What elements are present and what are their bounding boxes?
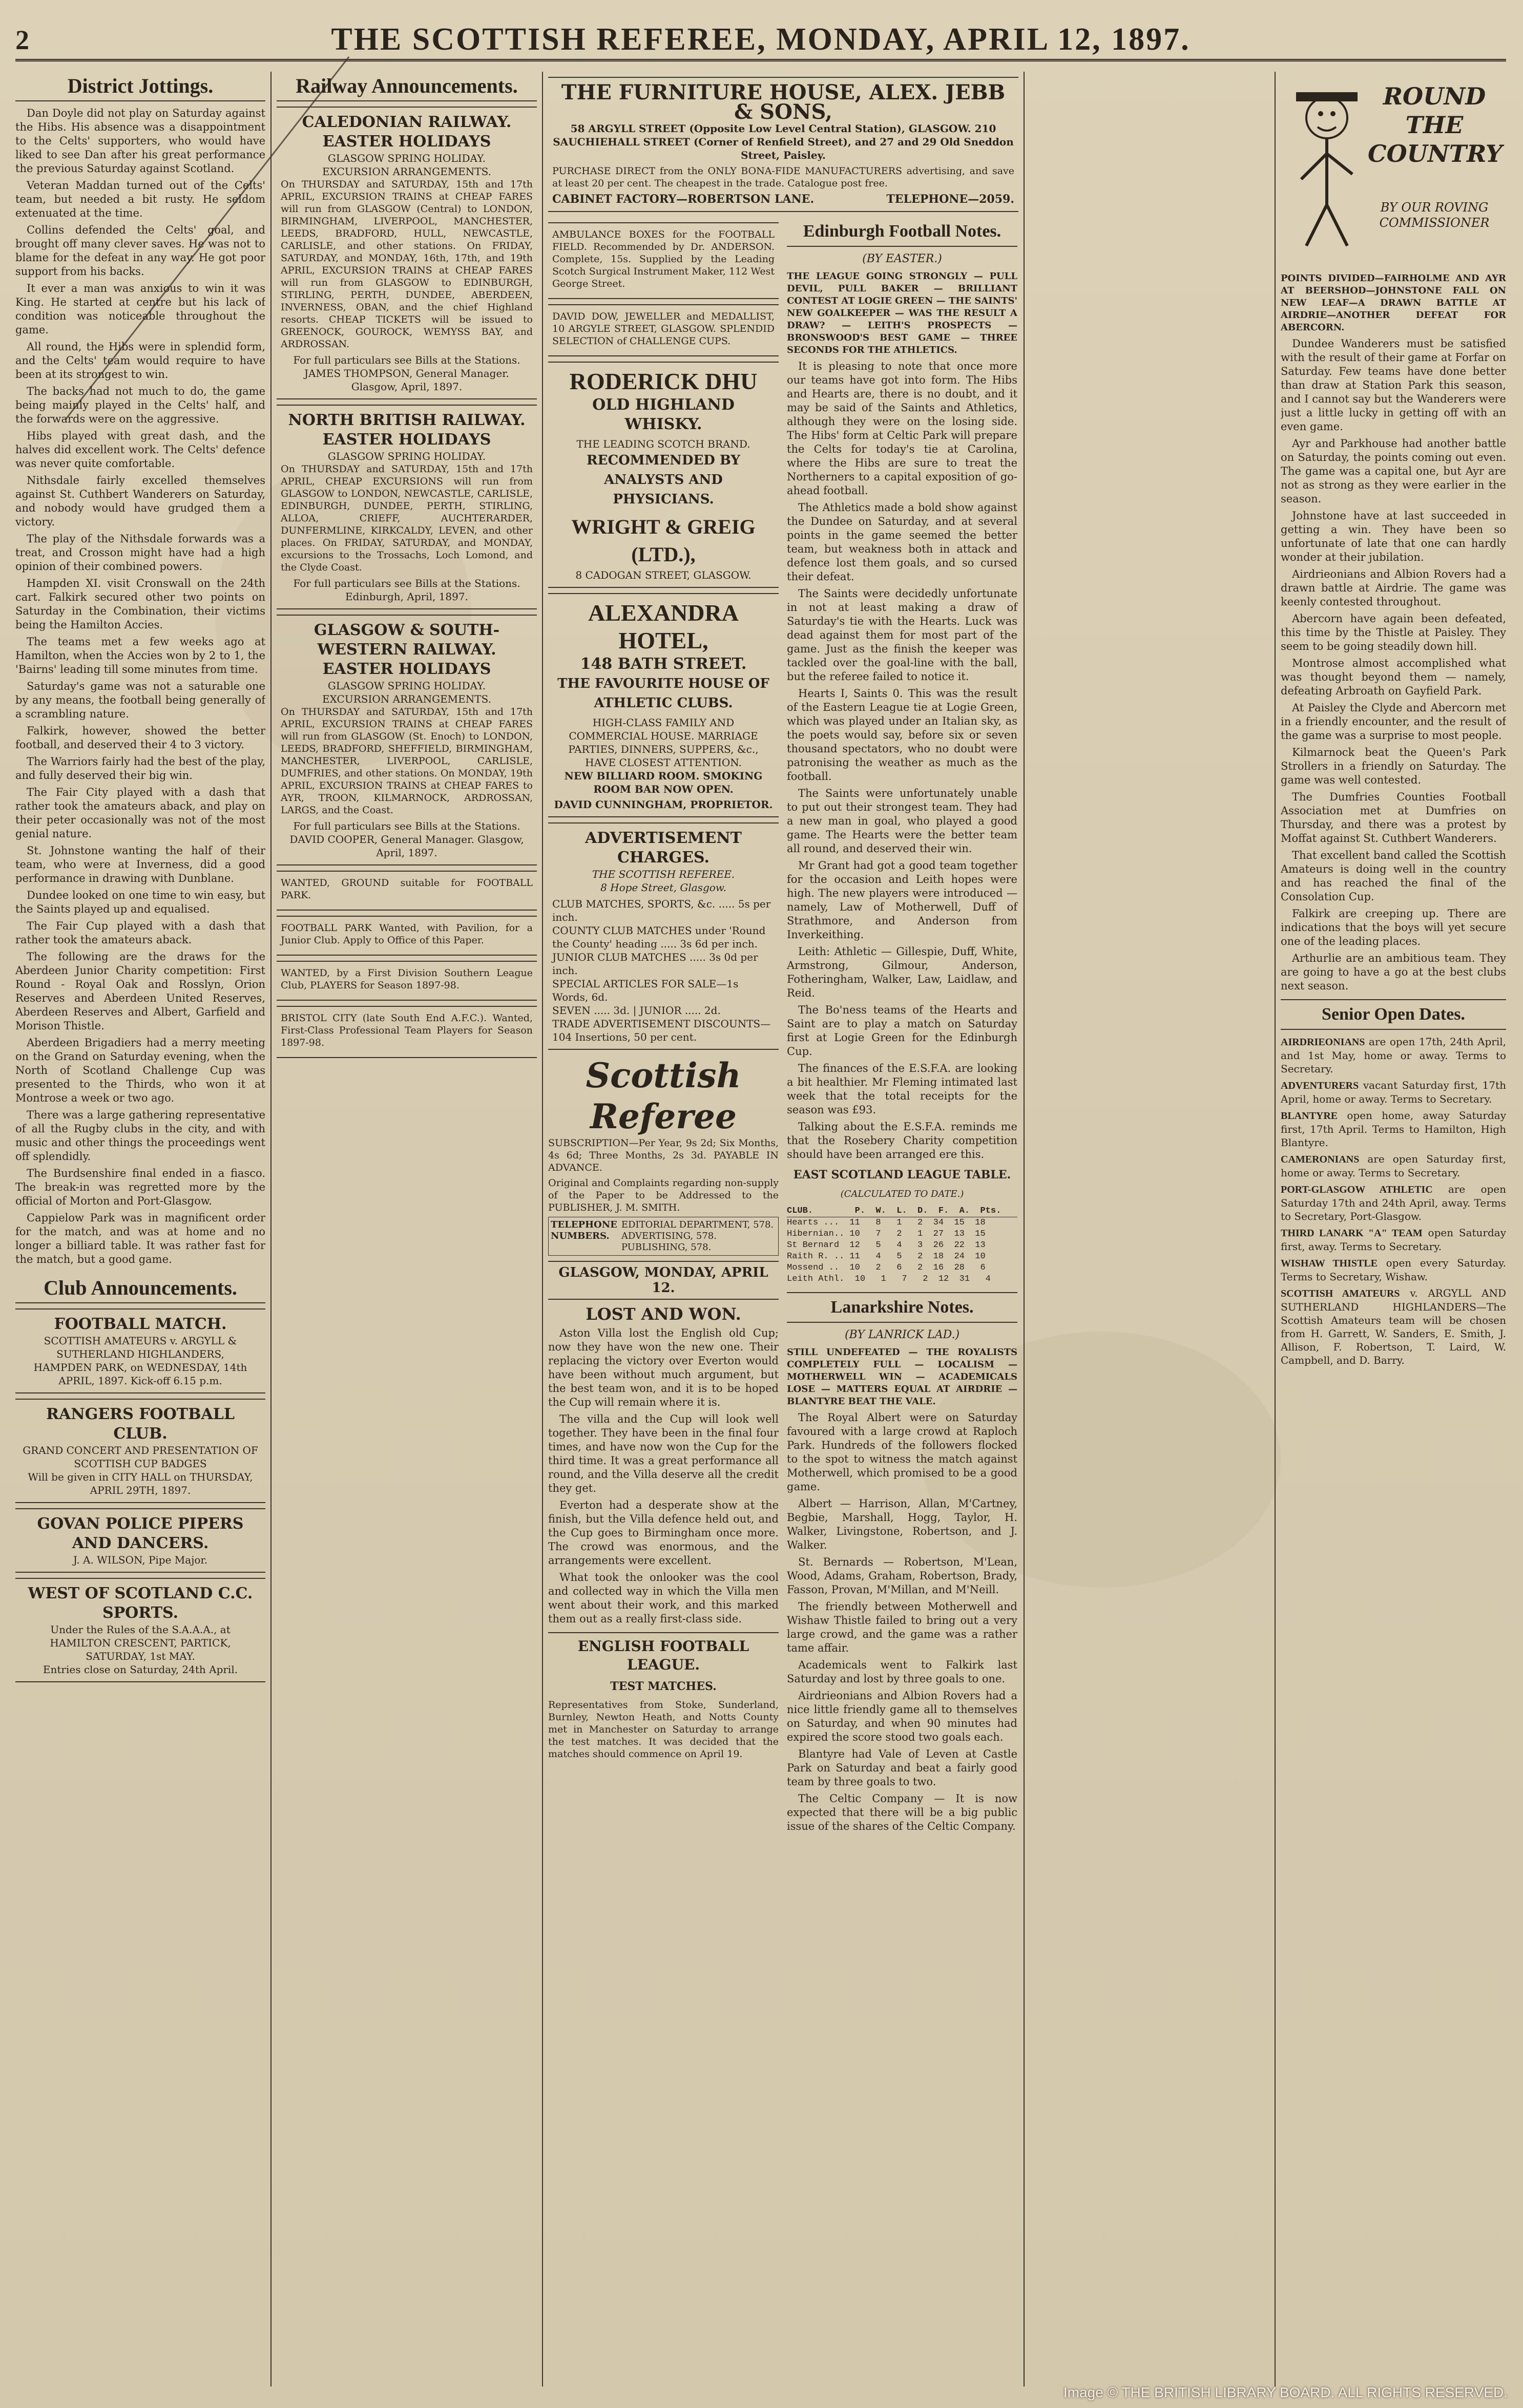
club-ad-subtitle: J. A. WILSON, Pipe Major.: [73, 1554, 208, 1566]
club-ad-detail: HAMPDEN PARK, on WEDNESDAY, 14th APRIL, 1897. Kick-off 6.15 p.m.: [33, 1361, 247, 1387]
section-heading: District Jottings.: [15, 72, 265, 101]
railway-kicker: EXCURSION ARRANGEMENTS.: [322, 693, 491, 705]
article-paragraph: The Bo'ness teams of the Hearts and Saint are to play a match on Saturday first at Logie Green for the Edinburgh Cup.: [787, 1004, 1017, 1058]
english-league-heading: ENGLISH FOOTBALL LEAGUE.: [548, 1632, 779, 1674]
article-paragraph: St. Bernards — Robertson, M'Lean, Wood, Adams, Graham, Robertson, Brady, Fasson, Provan, M'Millan, and M'Neill.: [787, 1556, 1017, 1596]
senior-club-text: are open 17th, 24th April, and 1st May, home or away. Terms to Secretary.: [1281, 1036, 1506, 1075]
charge-rate: TRADE ADVERTISEMENT DISCOUNTS—104 Insertions, 50 per cent.: [552, 1018, 771, 1043]
railway-subtitle: GLASGOW SPRING HOLIDAY.: [327, 152, 486, 164]
article-paragraph: All round, the Hibs were in splendid form, and the Celts' team would require to have been at its strongest to win.: [15, 341, 265, 381]
article-paragraph: Saturday's game was not a saturable one by any means, the football being generally of a scrambling nature.: [15, 680, 265, 720]
whisky-maker: WRIGHT & GREIG (LTD.),: [571, 515, 756, 566]
paper-title: THE SCOTTISH REFEREE, MONDAY, APRIL 12, 1897.: [331, 22, 1191, 57]
article-paragraph: The play of the Nithsdale forwards was a treat, and Crosson might have had a high opinion of their combined powers.: [15, 533, 265, 573]
column-rule: [1275, 72, 1276, 2386]
article-paragraph: Hibs played with great dash, and the halves did excellent work. The Celts' defence was never quite comfortable.: [15, 430, 265, 470]
article-paragraph: The Athletics made a bold show against the Dundee on Saturday, and at several points in the game seemed the better team, but weakness both in attack and defence lost them goals, and so cursed their defeat.: [787, 501, 1017, 583]
article-paragraph: The Dumfries Counties Football Association met at Dumfries on Thursday, and there was a protest by Moffat against St. Cuthbert Wanderers.: [1281, 791, 1506, 844]
club-ad-detail: Entries close on Saturday, 24th April.: [43, 1663, 238, 1676]
railway-subtitle: GLASGOW SPRING HOLIDAY.: [327, 680, 486, 692]
railway-company: NORTH BRITISH RAILWAY.: [288, 411, 526, 429]
article-paragraph: Hearts I, Saints 0. This was the result of the Eastern League tie at Logie Green, which was played under an Italian sky, as the poets would say, before six or seven thousand spectators, who no doubt were patronising the weather as much as the football.: [787, 687, 1017, 783]
furniture-title: THE FURNITURE HOUSE, ALEX. JEBB & SONS,: [561, 80, 1006, 124]
column-district-jottings: [15, 72, 265, 2386]
article-paragraph: That excellent band called the Scottish Amateurs is doing well in the country and has reached the final of the Consolation Cup.: [1281, 849, 1506, 903]
league-table-row: St Bernard 12 5 4 3 26 22 13: [787, 1240, 986, 1250]
hotel-tagline: THE FAVOURITE HOUSE OF ATHLETIC CLUBS.: [557, 676, 769, 711]
senior-open-date: [1281, 1109, 1506, 1149]
telephone-label: TELEPHONE NUMBERS.: [551, 1219, 617, 1241]
article-paragraph: Kilmarnock beat the Queen's Park Strollers in a friendly on Saturday. The game was well contested.: [1281, 746, 1506, 786]
railway-title: EASTER HOLIDAYS: [322, 133, 491, 151]
english-league-body: Representatives from Stoke, Sunderland, Burnley, Newton Heath, and Notts County met in Manchester on Saturday to arrange the test matches. It was decided that the matches should commence on April 19.: [548, 1699, 779, 1760]
summary: STILL UNDEFEATED — THE ROYALISTS COMPLETELY FULL — LOCALISM — MOTHERWELL WIN — ACADEMICALS LOSE — MATTERS EQUAL AT AIRDRIE — BLANTYRE BEAT THE VALE.: [787, 1347, 1017, 1407]
charge-rate: COUNTY CLUB MATCHES under 'Round the County' heading ..... 3s 6d per inch.: [552, 924, 766, 950]
article-paragraph: The backs had not much to do, the game being mainly played in the Celts' half, and the forwards were on the aggressive.: [15, 385, 265, 425]
article-paragraph: Hampden XI. visit Cronswall on the 24th cart. Falkirk secured other two points on Saturday in the Combination, their victims being the Hamilton Accies.: [15, 577, 265, 631]
charges-subtitle: THE SCOTTISH REFEREE.: [592, 868, 735, 880]
byline: (BY EASTER.): [862, 252, 942, 265]
column-rule: [270, 72, 272, 2386]
column-round-the-country: [1281, 72, 1506, 2386]
small-ad-text: WANTED, GROUND suitable for FOOTBALL PARK.: [281, 877, 533, 901]
league-table-sub: (CALCULATED TO DATE.): [840, 1189, 964, 1199]
ambulance-ad: [548, 222, 779, 299]
charge-rate: SEVEN ..... 3d. | JUNIOR ..... 2d.: [552, 1004, 721, 1017]
furniture-ad: [548, 77, 1018, 212]
article-body: [15, 107, 265, 1266]
article-paragraph: Blantyre had Vale of Leven at Castle Park on Saturday and beat a fairly good team by three goals to two.: [787, 1748, 1017, 1788]
small-ad-text: WANTED, by a First Division Southern League Club, PLAYERS for Season 1897-98.: [281, 967, 533, 991]
summary: THE LEAGUE GOING STRONGLY — PULL DEVIL, PULL BAKER — BRILLIANT CONTEST AT LOGIE GREEN — THE SAINTS' NEW GOALKEEPER — WAS THE RESULT A DRAW? — LEITH'S PROSPECTS — BRONSWOOD'S BEST GAME — THREE SECONDS FOR THE ATHLETICS.: [787, 271, 1017, 355]
club-ad-title: WEST OF SCOTLAND C.C. SPORTS.: [28, 1585, 253, 1622]
railway-subtitle: GLASGOW SPRING HOLIDAY.: [327, 450, 486, 462]
senior-club-name: CAMERONIANS: [1281, 1154, 1360, 1165]
article-paragraph: Airdrieonians and Albion Rovers had a nice little friendly game all to themselves on Saturday, and when 90 minutes had expired the score stood two goals each.: [787, 1689, 1017, 1743]
senior-club-name: PORT-GLASGOW ATHLETIC: [1281, 1184, 1433, 1195]
whisky-line1: RODERICK DHU: [569, 368, 758, 394]
senior-club-name: SCOTTISH AMATEURS: [1281, 1288, 1400, 1299]
senior-club-text: are open Saturday 17th and 24th April, away. Terms to Secretary, Port-Glasgow.: [1281, 1183, 1506, 1222]
article-paragraph: The Saints were decidedly unfortunate in not at least making a draw of Saturday's tie with the Hearts. Luck was dead against them for most part of the game. Just as the finish the keeper was tackled over the goal-line with the ball, but the referee failed to notice it.: [787, 587, 1017, 683]
hotel-address: 148 BATH STREET.: [580, 655, 747, 673]
article-paragraph: Falkirk are creeping up. There are indications that the boys will yet secure one of the leading places.: [1281, 907, 1506, 947]
small-ad-text: BRISTOL CITY (late South End A.F.C.). Wanted, First-Class Professional Team Players for Season 1897-98.: [281, 1012, 533, 1048]
article-paragraph: The Celtic Company — It is now expected that there will be a big public issue of the shares of the Celtic Company.: [787, 1792, 1017, 1832]
railway-signature: JAMES THOMPSON, General Manager. Glasgow, April, 1897.: [304, 367, 510, 393]
column-railway: [277, 72, 537, 2386]
article-paragraph: Aberdeen Brigadiers had a merry meeting on the Grand on Saturday evening, when the North of Scotland Challenge Cup was presented to the Thirds, who won it at Montrose a week or two ago.: [15, 1037, 265, 1104]
article-paragraph: The teams met a few weeks ago at Hamilton, when the Accies won by 2 to 1, the 'Bairns' leading till some minutes from time.: [15, 636, 265, 675]
railway-company: GLASGOW & SOUTH-WESTERN RAILWAY.: [314, 621, 500, 659]
club-ad-subtitle: Under the Rules of the S.A.A.A., at HAMILTON CRESCENT, PARTICK, SATURDAY, 1st MAY.: [50, 1623, 231, 1662]
charge-rate: CLUB MATCHES, SPORTS, &c. ..... 5s per inch.: [552, 898, 771, 923]
article-paragraph: Talking about the E.S.F.A. reminds me that the Rosebery Charity competition should have been arranged ere this.: [787, 1121, 1017, 1160]
article-paragraph: The Fair Cup played with a dash that rather took the amateurs aback.: [15, 920, 265, 946]
railway-company: CALEDONIAN RAILWAY.: [302, 113, 512, 131]
senior-club-name: AIRDRIEONIANS: [1281, 1037, 1365, 1048]
senior-club-text: are open Saturday first, home or away. Terms to Secretary.: [1281, 1153, 1506, 1179]
article-paragraph: What took the onlooker was the cool and collected way in which the Villa men went about their work, and this marked them out as a really first-class side.: [548, 1571, 779, 1625]
column-rule: [542, 72, 543, 2386]
furniture-footer: CABINET FACTORY—ROBERTSON LANE.: [552, 193, 815, 206]
article-paragraph: St. Johnstone wanting the half of their team, who were at Inverness, did a good performance in drawing with Dunblane.: [15, 844, 265, 884]
league-table-row: Hearts ... 11 8 1 2 34 15 18: [787, 1218, 986, 1228]
railway-body: On THURSDAY and SATURDAY, 15th and 17th APRIL, EXCURSION TRAINS at CHEAP FARES will run from GLASGOW (St. Enoch) to LONDON, LEEDS, BRADFORD, SHEFFIELD, BIRMINGHAM, MANCHESTER, LIVERPOOL, CARLISLE, DUMFRIES, and other stations. On MONDAY, 19th APRIL, EXCURSION TRAINS at CHEAP FARES to AYR, TROON, KILMARNOCK, ARDROSSAN, LARGS, and the Coast.: [281, 706, 533, 816]
small-ad: [277, 1006, 537, 1058]
senior-club-text: vacant Saturday first, 17th April, home or away. Terms to Secretary.: [1281, 1079, 1506, 1105]
senior-open-date: [1281, 1226, 1506, 1253]
article-paragraph: Leith: Athletic — Gillespie, Duff, White, Armstrong, Gilmour, Anderson, Fotheringham, Walker, Law, Laidlaw, and Reid.: [787, 945, 1017, 999]
club-ads: [15, 1308, 265, 1682]
referee-nameplate: Scottish Referee: [586, 1055, 741, 1136]
league-table-row: Raith R. .. 11 4 5 2 18 24 10: [787, 1252, 986, 1261]
small-ad: [277, 916, 537, 956]
railway-signature: DAVID COOPER, General Manager. Glasgow, April, 1897.: [289, 833, 524, 859]
article-paragraph: It is pleasing to note that once more our teams have got into form. The Hibs and Hearts are, there is no doubt, and it may be said of the Saints and Athletics, although they were on the losing side. The Hibs' form at Celtic Park will prepare the Celts for today's tie at Carolina, where the Hibs are sure to treat the Northerners to a capital exposition of go-ahead football.: [787, 360, 1017, 497]
small-ad-text: FOOTBALL PARK Wanted, with Pavilion, for a Junior Club. Apply to Office of this Paper.: [281, 922, 533, 946]
medallist-ad: [548, 304, 779, 356]
dateline: GLASGOW, MONDAY, APRIL 12.: [548, 1261, 779, 1300]
section-heading: Edinburgh Football Notes.: [787, 217, 1017, 247]
round-the-country-cartoon: [1281, 72, 1506, 266]
article-paragraph: Veteran Maddan turned out of the Celts' team, but needed a bit rusty. He seldom extenuated at the time.: [15, 179, 265, 219]
whisky-line2: OLD HIGHLAND WHISKY.: [592, 396, 735, 433]
column-adverts-editorial: [548, 72, 1018, 2386]
senior-club-text: open home, away Saturday first, 17th April. Terms to Hamilton, High Blantyre.: [1281, 1109, 1506, 1149]
club-ad-title: FOOTBALL MATCH.: [54, 1315, 227, 1333]
charge-rate: JUNIOR CLUB MATCHES ..... 3s 0d per inch.: [552, 951, 758, 977]
communications-text: Original and Complaints regarding non-supply of the Paper to be Addressed to the PUBLISHER, J. M. SMITH.: [548, 1177, 779, 1213]
charges-address: 8 Hope Street, Glasgow.: [600, 881, 726, 894]
railway-sections: [277, 107, 537, 865]
article-paragraph: Everton had a desperate show at the finish, but the Villa defence held out, and the Cup goes to Birmingham once more. The crowd was enormous, and the arrangements were excellent.: [548, 1499, 779, 1567]
subscription-text: SUBSCRIPTION—Per Year, 9s 2d; Six Months, 4s 6d; Three Months, 2s 3d. PAYABLE IN ADVANCE.: [548, 1137, 779, 1173]
senior-club-name: WISHAW THISTLE: [1281, 1258, 1378, 1269]
railway-footer: For full particulars see Bills at the Stations.: [293, 354, 520, 366]
league-table-row: Hibernian.. 10 7 2 1 27 13 15: [787, 1229, 986, 1239]
whisky-address: 8 CADOGAN STREET, GLASGOW.: [575, 569, 752, 581]
article-paragraph: Arthurlie are an ambitious team. They are going to have a go at the best clubs next season.: [1281, 952, 1506, 992]
club-ad-subtitle: GRAND CONCERT AND PRESENTATION OF SCOTTISH CUP BADGES: [23, 1444, 258, 1470]
railway-signature: Edinburgh, April, 1897.: [345, 590, 468, 603]
furniture-phone: TELEPHONE—2059.: [886, 193, 1014, 206]
article-paragraph: The villa and the Cup will look well together. They have been in the final four times, and have now won the Cup for the third time. It was a great performance all round, and the Villa deserve all the credit they get.: [548, 1413, 779, 1494]
senior-open-date: [1281, 1256, 1506, 1283]
railway-body: On THURSDAY and SATURDAY, 15th and 17th APRIL, CHEAP EXCURSIONS will run from GLASGOW to LONDON, NEWCASTLE, CARLISLE, EDINBURGH, DUNDEE, PERTH, STIRLING, ALLOA, CRIEFF, AUCHTERARDER, DUNFERMLINE, KIRKCALDY, LEVEN, and other places. On FRIDAY, SATURDAY, and MONDAY, excursions to the Trossachs, Loch Lomond, and the Clyde Coast.: [281, 463, 533, 573]
article-paragraph: The Fair City played with a dash that rather took the amateurs aback, and play on their peter occasionally was not of the most genial nature.: [15, 786, 265, 840]
railway-body: On THURSDAY and SATURDAY, 15th and 17th APRIL, EXCURSION TRAINS at CHEAP FARES will run from GLASGOW (Central) to LONDON, BIRMINGHAM, LIVERPOOL, MANCHESTER, LEEDS, BRADFORD, HULL, NEWCASTLE, CARLISLE, and other stations. On FRIDAY, SATURDAY, and MONDAY, 16th, 17th, and 19th APRIL, EXCURSION TRAINS at CHEAP FARES will run from GLASGOW to EDINBURGH, STIRLING, PERTH, DUNDEE, ABERDEEN, INVERNESS, OBAN, and the chief Highland resorts. CHEAP TICKETS will be issued to GREENOCK, GOUROCK, WEMYSS BAY, and ARDROSSAN.: [281, 179, 533, 350]
furniture-body: PURCHASE DIRECT from the ONLY BONA-FIDE MANUFACTURERS advertising, and save at least 20 per cent. The cheapest in the trade. Catalogue post free.: [552, 165, 1014, 189]
article-paragraph: Ayr and Parkhouse had another battle on Saturday, the points coming out even. The game was a capital one, but Ayr are not as strong as they were earlier in the season.: [1281, 437, 1506, 505]
lost-won-heading: LOST AND WON.: [586, 1304, 741, 1324]
railway-title: EASTER HOLIDAYS: [322, 431, 491, 449]
article-paragraph: Nithsdale fairly excelled themselves against St. Cuthbert Wanderers on Saturday, and nobody would have grudged them a victory.: [15, 474, 265, 528]
ambulance-text: AMBULANCE BOXES for the FOOTBALL FIELD. Recommended by Dr. ANDERSON. Complete, 15s. Supplied by the Leading Scotch Surgical Instrument Maker, 112 West George Street.: [552, 229, 775, 289]
article-paragraph: Mr Grant had got a good team together for the occasion and Leith hopes were high. The new players were introduced — namely, Law of Motherwell, Duff of Strathmore, and Anderson from Inverkeithing.: [787, 859, 1017, 941]
senior-club-name: BLANTYRE: [1281, 1110, 1338, 1122]
senior-club-text: v. ARGYLL AND SUTHERLAND HIGHLANDERS—The Scottish Amateurs team will be chosen from H. Garrett, W. Sanders, E. Smith, J. Allison, F. Robertson, T. Laird, W. Campbell, and D. Barry.: [1281, 1287, 1506, 1366]
railway-kicker: EXCURSION ARRANGEMENTS.: [322, 165, 491, 178]
article-paragraph: There was a large gathering representative of all the Rugby clubs in the city, and with music and other things the proceedings went off splendidly.: [15, 1109, 265, 1163]
whisky-line3: THE LEADING SCOTCH BRAND.: [576, 438, 750, 450]
article-paragraph: The Burdsenshire final ended in a fiasco. The break-in was regretted more by the official of Morton and Port-Glasgow.: [15, 1167, 265, 1207]
railway-footer: For full particulars see Bills at the Stations.: [293, 820, 520, 832]
page-number: 2: [15, 24, 29, 55]
railway-notice: [277, 615, 537, 865]
summary: POINTS DIVIDED—FAIRHOLME AND AYR AT BEERSHOD—JOHNSTONE FALL ON NEW LEAF—A DRAWN BATTLE AT AIRDRIE—ANOTHER DEFEAT FOR ABERCORN.: [1281, 273, 1506, 333]
league-table-row: Mossend .. 10 2 6 2 16 28 6: [787, 1263, 986, 1273]
small-ads: [277, 871, 537, 1058]
club-ad-subtitle: SCOTTISH AMATEURS v. ARGYLL & SUTHERLAND HIGHLANDERS,: [44, 1335, 237, 1360]
senior-open-date: [1281, 1035, 1506, 1075]
senior-open-date: [1281, 1182, 1506, 1223]
railway-title: EASTER HOLIDAYS: [322, 660, 491, 678]
advertisement-charges: [548, 822, 779, 1050]
hotel-proprietor: DAVID CUNNINGHAM, PROPRIETOR.: [554, 798, 773, 811]
article-paragraph: Dundee looked on one time to win easy, but the Saints played up and equalised.: [15, 889, 265, 915]
cartoon-byline: BY OUR ROVING COMMISSIONER: [1379, 200, 1490, 230]
article-paragraph: The Royal Albert were on Saturday favoured with a large crowd at Raploch Park. Hundreds of the followers flocked to the spot to witness the match against Motherwell, which promised to be a good game.: [787, 1411, 1017, 1493]
english-league-subheading: TEST MATCHES.: [610, 1680, 717, 1693]
article-paragraph: Collins defended the Celts' goal, and brought off many clever saves. He was not to blame for the defeat in any way. He got poor support from his backs.: [15, 224, 265, 278]
article-paragraph: Albert — Harrison, Allan, M'Cartney, Begbie, Marshall, Hogg, Taylor, H. Walker, Livingstone, Robertson, and J. Walker.: [787, 1497, 1017, 1551]
hotel-billiard: NEW BILLIARD ROOM. SMOKING ROOM BAR NOW OPEN.: [564, 770, 763, 795]
article-paragraph: Montrose almost accomplished what was thought beyond them — namely, defeating Arbroath on Gayfield Park.: [1281, 657, 1506, 697]
section-heading: Club Announcements.: [15, 1274, 265, 1303]
charges-title: ADVERTISEMENT CHARGES.: [585, 829, 742, 867]
section-heading: Senior Open Dates.: [1281, 999, 1506, 1030]
small-ad: [277, 871, 537, 911]
charge-rate: SPECIAL ARTICLES FOR SALE—1s Words, 6d.: [552, 978, 739, 1003]
club-ad-detail: Will be given in CITY HALL on THURSDAY, APRIL 29TH, 1897.: [28, 1471, 253, 1496]
furniture-address: 58 ARGYLL STREET (Opposite Low Level Central Station), GLASGOW. 210 SAUCHIEHALL STREET (Corner of Renfield Street), and 27 and 29 Old Sneddon Street, Paisley.: [553, 122, 1014, 161]
club-ad: [15, 1399, 265, 1503]
league-table-rows: [787, 1217, 1017, 1285]
article-paragraph: Dundee Wanderers must be satisfied with the result of their game at Forfar on Saturday. Few teams have done better than draw at Station Park this season, and I cannot say but the Wanderers were just a little lucky in getting off with an even game.: [1281, 337, 1506, 433]
cartoon-title: ROUND THE COUNTRY: [1368, 82, 1503, 167]
hotel-ad: [548, 593, 779, 817]
whisky-line5: ANALYSTS AND PHYSICIANS.: [604, 472, 723, 507]
article-paragraph: The Saints were unfortunately unable to put out their strongest team. They had a new man in goal, who played a good game. The Hearts were the better team all round, and deserved their win.: [787, 787, 1017, 855]
lost-won-body: [548, 1326, 779, 1626]
article-paragraph: It ever a man was anxious to win it was King. He started at centre but his lack of condition was noticeable throughout the game.: [15, 282, 265, 336]
article-paragraph: Abercorn have again been defeated, this time by the Thistle at Paisley. They seem to be going steadily down hill.: [1281, 612, 1506, 652]
article-paragraph: Cappielow Park was in magnificent order for the match, and was at home and no longer a billiard table. It was rather fast for the match, but a good game.: [15, 1212, 265, 1265]
small-ad: [277, 961, 537, 1001]
railway-notice: [277, 405, 537, 609]
league-table-row: Leith Athl. 10 1 7 2 12 31 4: [787, 1274, 991, 1284]
column-edinburgh-lanark: [787, 217, 1017, 1836]
medallist-text: DAVID DOW, JEWELLER and MEDALLIST, 10 ARGYLE STREET, GLASGOW. SPLENDID SELECTION of CHALLENGE CUPS.: [552, 311, 775, 347]
senior-club-text: open every Saturday. Terms to Secretary, Wishaw.: [1281, 1257, 1506, 1283]
senior-open-date: [1281, 1079, 1506, 1106]
article-paragraph: Airdrieonians and Albion Rovers had a drawn battle at Airdrie. The game was keenly contested throughout.: [1281, 568, 1506, 608]
club-ad: [15, 1578, 265, 1682]
senior-open-dates: [1281, 1035, 1506, 1367]
edinburgh-body: [787, 360, 1017, 1161]
article-paragraph: The friendly between Motherwell and Wishaw Thistle failed to bring out a very large crowd, and the game was a rather tame affair.: [787, 1600, 1017, 1654]
senior-club-text: open Saturday first, away. Terms to Secretary.: [1281, 1227, 1506, 1253]
senior-club-name: ADVENTURERS: [1281, 1080, 1359, 1091]
column-rule: [1024, 72, 1025, 2386]
article-paragraph: Falkirk, however, showed the better football, and deserved their 4 to 3 victory.: [15, 725, 265, 751]
article-paragraph: Academicals went to Falkirk last Saturday and lost by three goals to one.: [787, 1659, 1017, 1685]
telephone-values: EDITORIAL DEPARTMENT, 578. ADVERTISING, 578. PUBLISHING, 578.: [621, 1219, 774, 1253]
whisky-line4: RECOMMENDED BY: [587, 453, 740, 468]
league-table-header: CLUB. P. W. L. D. F. A. Pts.: [787, 1206, 1017, 1217]
club-ad-title: GOVAN POLICE PIPERS AND DANCERS.: [37, 1515, 244, 1552]
railway-footer: For full particulars see Bills at the Stations.: [293, 577, 520, 589]
article-paragraph: Johnstone have at last succeeded in getting a win. They have been so unfortunate of late that one can hardly wonder at their jubilation.: [1281, 510, 1506, 563]
senior-club-name: THIRD LANARK "A" TEAM: [1281, 1228, 1423, 1239]
section-heading: Railway Announcements.: [277, 72, 537, 101]
article-paragraph: At Paisley the Clyde and Abercorn met in a friendly encounter, and the result of the game was a surprise to most people.: [1281, 702, 1506, 742]
masthead: [15, 20, 1506, 61]
copyright-notice: Image © THE BRITISH LIBRARY BOARD. ALL RIGHTS RESERVED.: [1063, 2384, 1508, 2400]
hotel-name: ALEXANDRA HOTEL,: [588, 600, 739, 653]
article-paragraph: The finances of the E.S.F.A. are looking a bit healthier. Mr Fleming intimated last week that the total receipts for the season was £93.: [787, 1062, 1017, 1116]
round-country-body: [1281, 337, 1506, 993]
league-table-title: EAST SCOTLAND LEAGUE TABLE.: [793, 1168, 1011, 1181]
section-heading: Lanarkshire Notes.: [787, 1292, 1017, 1323]
club-ad: [15, 1508, 265, 1573]
club-ad-title: RANGERS FOOTBALL CLUB.: [46, 1405, 235, 1443]
charges-rates: [552, 897, 775, 1044]
whisky-ad: [548, 362, 779, 588]
article-paragraph: The following are the draws for the Aberdeen Junior Charity competition: First Round - Royal Oak and Rosslyn, Orion Reserves and Aberdeen United Reserves, Aberdeen Reserves and Albert, Garfield and Morison Thistle.: [15, 950, 265, 1032]
club-ad: [15, 1308, 265, 1393]
article-paragraph: The Warriors fairly had the best of the play, and fully deserved their big win.: [15, 755, 265, 781]
senior-open-date: [1281, 1152, 1506, 1179]
byline: (BY LANRICK LAD.): [844, 1328, 960, 1341]
hotel-body: HIGH-CLASS FAMILY AND COMMERCIAL HOUSE. MARRIAGE PARTIES, DINNERS, SUPPERS, &c., HAVE CLOSEST ATTENTION.: [568, 716, 759, 769]
railway-notice: [277, 107, 537, 399]
article-paragraph: Aston Villa lost the English old Cup; now they have won the new one. Their replacing the victory over Everton would have been without much argument, but the best team won, and it is to be hoped the Cup will remain where it is.: [548, 1327, 779, 1408]
lanark-body: [787, 1411, 1017, 1833]
article-paragraph: Dan Doyle did not play on Saturday against the Hibs. His absence was a disappointment to the Celts' supporters, who would have liked to see Dan after his great performance the previous Saturday against Scotland.: [15, 107, 265, 175]
senior-open-date: [1281, 1286, 1506, 1367]
